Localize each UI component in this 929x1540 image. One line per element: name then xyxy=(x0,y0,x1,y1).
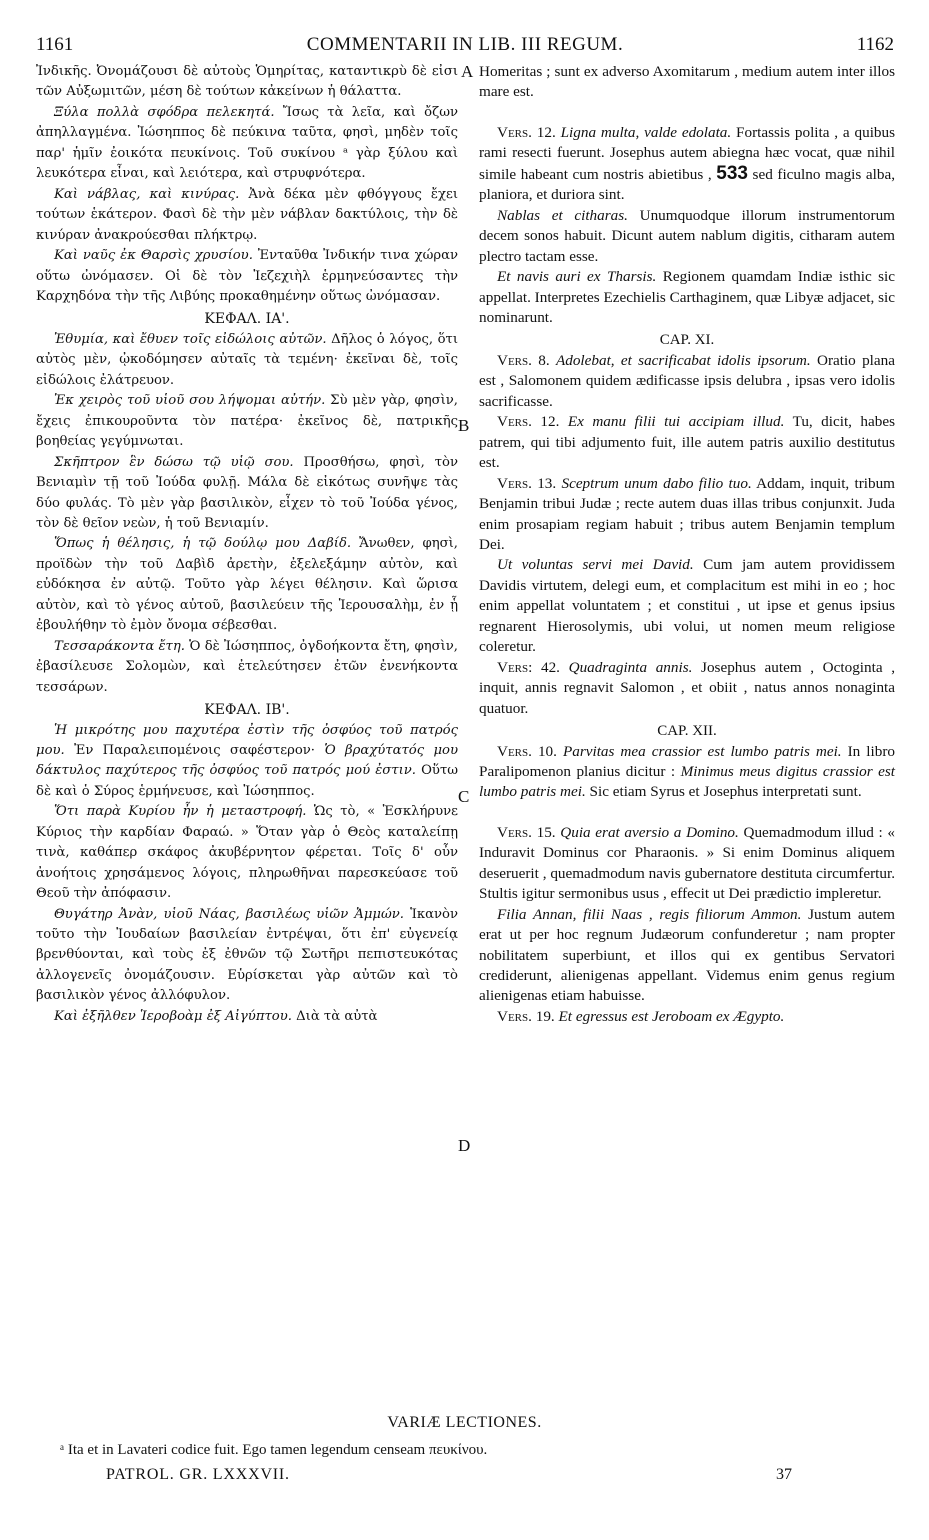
chapter-heading-latin: CAP. XI. xyxy=(659,332,715,349)
variae-lectiones-heading: VARIÆ LECTIONES. xyxy=(387,1414,542,1431)
latin-lemma: Minimus meus digitus crassior est lumbo patris mei. xyxy=(479,762,895,801)
margin-marker-c: C xyxy=(458,787,470,806)
latin-lemma: Et navis auri ex Tharsis. xyxy=(497,268,657,286)
greek-paragraph xyxy=(36,62,458,103)
greek-lemma: Ἡ μικρότης μου παχυτέρα ἐστὶν τῆς ὀσφύος τοῦ πατρός μου. xyxy=(36,722,458,758)
latin-lemma: Sceptrum unum dabo filio tuo. xyxy=(561,474,752,492)
latin-text: Fortassis polita , a quibus rami resecti fuerunt. Josephus autem abiegna hæc vocat, quæ nihil simile habeant cum nostris abietibus , xyxy=(479,123,896,183)
verse-number: Vers. 13. xyxy=(497,474,557,492)
latin-lemma: Filia Annan, filii Naas , regis filiorum Ammon. xyxy=(497,905,802,923)
greek-lemma: Ὅτι παρὰ Κυρίου ἦν ἡ μεταστροφή. xyxy=(54,804,307,820)
latin-lemma: Et egressus est Jeroboam ex Ægypto. xyxy=(558,1007,785,1025)
greek-paragraph xyxy=(36,453,458,535)
greek-paragraph xyxy=(36,103,458,185)
latin-text: Oratio plana est , Salomonem quidem ædificasse ipsis delubra , ipsas vero idolis sacrificasse. xyxy=(479,351,895,410)
greek-paragraph xyxy=(36,802,458,904)
latin-text: Regionem quamdam Indiæ isthic sic appellat. Interpretes Ezechielis Carthaginem, quæ Libyæ adjacet, sic nominarunt. xyxy=(479,268,895,326)
latin-paragraph xyxy=(479,905,895,1007)
greek-lemma: Ὁ βραχύτατός μου δάκτυλος παχύτερος τῆς ὀσφύος τοῦ πατρός μού ἐστιν. xyxy=(36,742,458,779)
latin-text: Quemadmodum illud : « Induravit Dominus cor Pharaonis. » Si enim Dominus aliquem deseruerit , quemadmodum navis gubernatore destituta circumfertur. Stultis igitur sermonibus usus , effecit ut Dei prædictio impleretur. xyxy=(479,823,895,903)
latin-paragraph xyxy=(479,351,895,412)
column-number: 533 xyxy=(716,162,748,184)
greek-text: Ἱκανὸν τοῦτο τὴν Ἰουδαίων βασιλείαν ἐντρέψαι, ὅτι ἐπ' εὐγενείᾳ βρενθύονται, καὶ τοὺς ἐξ ἐθνῶν τῷ Σωτῆρι πεπιστευκότας ἀλλογενεῖς ὀνομάζουσιν. Εὑρίσκεται γὰρ αὐτῶν καὶ τὸ βασιλικὸν γένος ἀλλόφυλον. xyxy=(36,906,458,1004)
margin-marker-d: D xyxy=(458,1136,471,1155)
greek-text: Ἐνταῦθα Ἰνδικήν τινα χώραν οὕτω ὠνόμασεν. Οἱ δὲ τὸν Ἰεζεχιὴλ ἑρμηνεύσαντες τὴν Καρχηδόνα τὴν τῆς Λιβύης προκαθημένην οὕτως ὠνόμασαν. xyxy=(36,248,459,304)
greek-paragraph xyxy=(36,534,458,636)
chapter-heading-greek: ΚΕΦΑΛ. ΙΑ'. xyxy=(204,311,290,328)
latin-lemma: Parvitas mea crassior est lumbo patris mei. xyxy=(562,742,842,760)
latin-text: Cum jam autem providissem Davidis virtutem, delegi eum, et complacitum est mihi in eo ; hoc enim appellat voluntatem ; et constitui , ut ipse et genus ipsius regnarent Hierosolymis, ubi volui, ut nomen meum religiose coleretur. xyxy=(479,556,895,656)
greek-lemma: Ὅπως ἡ θέλησις, ἡ τῷ δούλῳ μου Δαβίδ. xyxy=(54,536,352,552)
greek-text: Δῆλος ὁ λόγος, ὅτι αὐτὸς μὲν, ᾠκοδόμησεν αὐταῖς τὰ τεμένη· ἐκεῖναι δὲ, τοῖς εἰδώλοις ἐλάτρευον. xyxy=(36,331,458,388)
verse-number: Vers. 12. xyxy=(497,413,560,431)
latin-text: Homeritas ; sunt ex adverso Axomitarum , medium autem inter illos mare est. xyxy=(479,63,895,101)
verse-number: Vers. 10. xyxy=(497,742,557,760)
verse-number: Vers. 12. xyxy=(497,123,556,141)
latin-text: sed ficulno magis alba, planiora, et duriora sint. xyxy=(479,165,895,204)
latin-lemma: Quadraginta annis. xyxy=(568,658,693,676)
latin-paragraph xyxy=(479,658,895,719)
greek-text: Ἐν Παραλειπομένοις σαφέστερον· xyxy=(64,742,325,758)
greek-lemma: Θυγάτηρ Ἀνὰν, υἱοῦ Νάας, βασιλέως υἱῶν Ἀμμών. xyxy=(54,906,404,922)
greek-paragraph xyxy=(36,905,458,1007)
latin-paragraph xyxy=(479,823,895,905)
greek-lemma: Ἐθυμία, καὶ ἔθυεν τοῖς εἰδώλοις αὐτῶν. xyxy=(54,331,327,347)
greek-paragraph xyxy=(36,391,458,452)
greek-text: Ὁ δὲ Ἰώσηππος, ὀγδοήκοντα ἔτη, φησὶν, ἐβασίλευσε Σολομὼν, καὶ ἐτελεύτησεν ἐτῶν ἐνενήκοντα τεσσάρων. xyxy=(36,638,458,695)
greek-paragraph xyxy=(36,637,458,698)
latin-text: Josephus autem , Octoginta , inquit, annis regnavit Salomon , et obiit , natus annos nonaginta quatuor. xyxy=(479,658,895,717)
greek-text: Οὕτω δὲ καὶ ὁ Σύρος ἑρμήνευσε, καὶ Ἰώσηππος. xyxy=(36,763,458,799)
latin-lemma: Ut voluntas servi mei David. xyxy=(497,556,694,574)
latin-column xyxy=(479,62,895,1027)
latin-text: Addam, inquit, tribum Benjamin tribui Judæ ; recte autem duas illas tribus conjunxit. Juda enim prosapiam regiam habuit ; tribus autem Benjamin templum Dei. xyxy=(479,474,895,553)
greek-lemma: Καὶ ναῦς ἐκ Θαρσὶς χρυσίου. xyxy=(54,248,253,264)
latin-paragraph xyxy=(479,742,895,803)
latin-paragraph xyxy=(479,123,895,206)
greek-paragraph xyxy=(36,1007,458,1027)
footnote: ᵃ Ita et in Lavateri codice fuit. Ego tamen legendum censeam πευκίνου. xyxy=(60,1442,488,1458)
greek-paragraph xyxy=(36,185,458,246)
latin-lemma: Ex manu filii tui accipiam illud. xyxy=(567,413,785,431)
greek-lemma: Ξύλα πολλὰ σφόδρα πελεκητά. xyxy=(54,104,275,120)
margin-marker-a: A xyxy=(461,62,474,81)
greek-text: Ἴσως τὰ λεῖα, καὶ ὄζων ἀπηλλαγμένα. Ἰώσηππος δὲ πεύκινα ταῦτα, φησὶ, μηδὲν τοῖς παρ' ἡμῖν ἐοικότα πευκίνοις. Τοῦ συκίνου ᵃ γὰρ ξύλου καὶ λευκότερα εἶναι, καὶ λειότερα, καὶ στρυφνότερα. xyxy=(36,104,458,182)
latin-paragraph xyxy=(479,267,895,328)
verse-number: Vers. 8. xyxy=(497,351,550,369)
latin-paragraph xyxy=(479,474,895,556)
latin-text: Sic etiam Syrus et Josephus interpretati sunt. xyxy=(585,783,862,801)
latin-paragraph xyxy=(479,555,895,657)
page-header xyxy=(36,34,894,58)
greek-lemma: Καὶ νάβλας, καὶ κινύρας. xyxy=(54,186,240,202)
latin-paragraph xyxy=(479,1007,895,1027)
page-number-right: 1162 xyxy=(856,34,894,55)
greek-lemma: Τεσσαράκοντα ἔτη. xyxy=(54,638,185,654)
greek-paragraph xyxy=(36,330,458,391)
greek-text: Σὺ μὲν γὰρ, φησὶν, ἔχεις ἐπικουροῦντα τὸν πατέρα· ἐκεῖνος δὲ, πατρικῆς βοηθείας γεγύμνωται. xyxy=(36,393,458,450)
latin-text: In libro Paralipomenon planius dicitur : xyxy=(479,742,895,780)
latin-paragraph xyxy=(479,206,895,267)
verse-number: Vers: 42. xyxy=(497,658,560,676)
sheet-number: 37 xyxy=(776,1466,792,1483)
greek-column xyxy=(36,62,458,1027)
verse-number: Vers. 15. xyxy=(497,823,556,841)
latin-lemma: Quia erat aversio a Domino. xyxy=(560,823,739,841)
greek-lemma: Καὶ ἐξῆλθεν Ἱεροβοὰμ ἐξ Αἰγύπτου. xyxy=(54,1008,292,1024)
greek-text: Ἀνὰ δέκα μὲν φθόγγους ἔχει τούτων ἑκάτερον. Φασὶ δὲ τὴν μὲν νάβλαν δακτύλοις, τὴν δὲ κινύραν ἀνακρούεσθαι πλήκτρῳ. xyxy=(36,186,458,243)
latin-lemma: Nablas et citharas. xyxy=(497,206,628,224)
latin-text: Justum autem erat ut per hoc regnum Judæorum confunderetur ; nam propter nobilitatem superbiunt, et illos qui ex gentibus Servatori crediderunt, alienigenas appellant. Videmus enim genus regium alienigenas etiam habuisse. xyxy=(479,905,895,1005)
latin-paragraph xyxy=(479,412,895,473)
latin-text: Tu, dicit, habes patrem, qui tibi adjumento fuit, ille autem patris auxilio destitutus est. xyxy=(479,413,896,472)
chapter-heading-greek: ΚΕΦΑΛ. ΙΒ'. xyxy=(204,702,290,719)
greek-lemma: Ἐκ χειρὸς τοῦ υἱοῦ σου λήψομαι αὐτήν. xyxy=(54,393,326,409)
greek-text: Ὡς τὸ, « Ἐσκλήρυνε Κύριος τὴν καρδίαν Φαραώ. » Ὅταν γὰρ ὁ Θεὸς καταλείπῃ τινὰ, καθάπερ σκάφος ἀκυβέρνητον φέρεται. Τοῖς δ' οὖν ἀνοήτοις χρησάμενος λόγοις, πληρωθῆναι παρεσκεύασε τοῦ Θεοῦ τὴν ἀπόφασιν. xyxy=(36,804,458,902)
greek-text: Ἄνωθεν, φησὶ, προϊδὼν τὴν τοῦ Δαβὶδ ἀρετὴν, ἐξελεξάμην αὐτὸν, καὶ εὐδόκησα ἐν αὐτῷ. Τοῦτο γὰρ λέγει θέλησιν. Καὶ ὥρισα αὐτὸν, καὶ τὸ γένος αὐτοῦ, βασιλεύειν τῆς Ἱερουσαλὴμ, ἐν ᾗ ἐβουλήθην τὸ ἐμὸν ὄνομα σέβεσθαι. xyxy=(36,536,458,634)
greek-text: Προσθήσω, φησὶ, τὸν Βενιαμὶν τῇ τοῦ Ἰούδα φυλῇ. Μάλα δὲ εἰκότως συνῆψε τὰς δύο φυλάς. Τὸ μὲν γὰρ βασιλικὸν, εἶχεν τὸ τοῦ Ἰούδα γένος, τὸν δὲ θεῖον νεὼν, ἡ τοῦ Βενιαμίν. xyxy=(36,454,458,531)
greek-paragraph xyxy=(36,721,458,803)
greek-text: Διὰ τὰ αὐτὰ xyxy=(291,1008,378,1024)
greek-lemma: Σκῆπτρον ἓν δώσω τῷ υἱῷ σου. xyxy=(54,454,294,470)
greek-paragraph xyxy=(36,246,458,307)
latin-text: Unumquodque illorum instrumentorum decem sonos habuit. Dicunt autem nablum digitis, citharam autem plectro tactam esse. xyxy=(479,206,895,265)
verse-number: Vers. 19. xyxy=(497,1007,555,1025)
running-title: COMMENTARII IN LIB. III REGUM. xyxy=(306,34,624,55)
page-number-left: 1161 xyxy=(36,34,74,55)
latin-paragraph xyxy=(479,62,895,103)
margin-marker-b: B xyxy=(458,416,470,435)
latin-lemma: Ligna multa, valde edolata. xyxy=(560,123,732,141)
signature-line: PATROL. GR. LXXXVII. xyxy=(106,1466,290,1483)
chapter-heading-latin: CAP. XII. xyxy=(657,723,717,740)
latin-lemma: Adolebat, et sacrificabat idolis ipsorum. xyxy=(555,351,811,369)
greek-text: Ἰνδικῆς. Ὀνομάζουσι δὲ αὐτοὺς Ὁμηρίτας, καταντικρὺ δὲ εἰσι τῶν Αὐξωμιτῶν, μέση δὲ τούτων κἀκείνων ἡ θάλαττα. xyxy=(36,64,458,100)
